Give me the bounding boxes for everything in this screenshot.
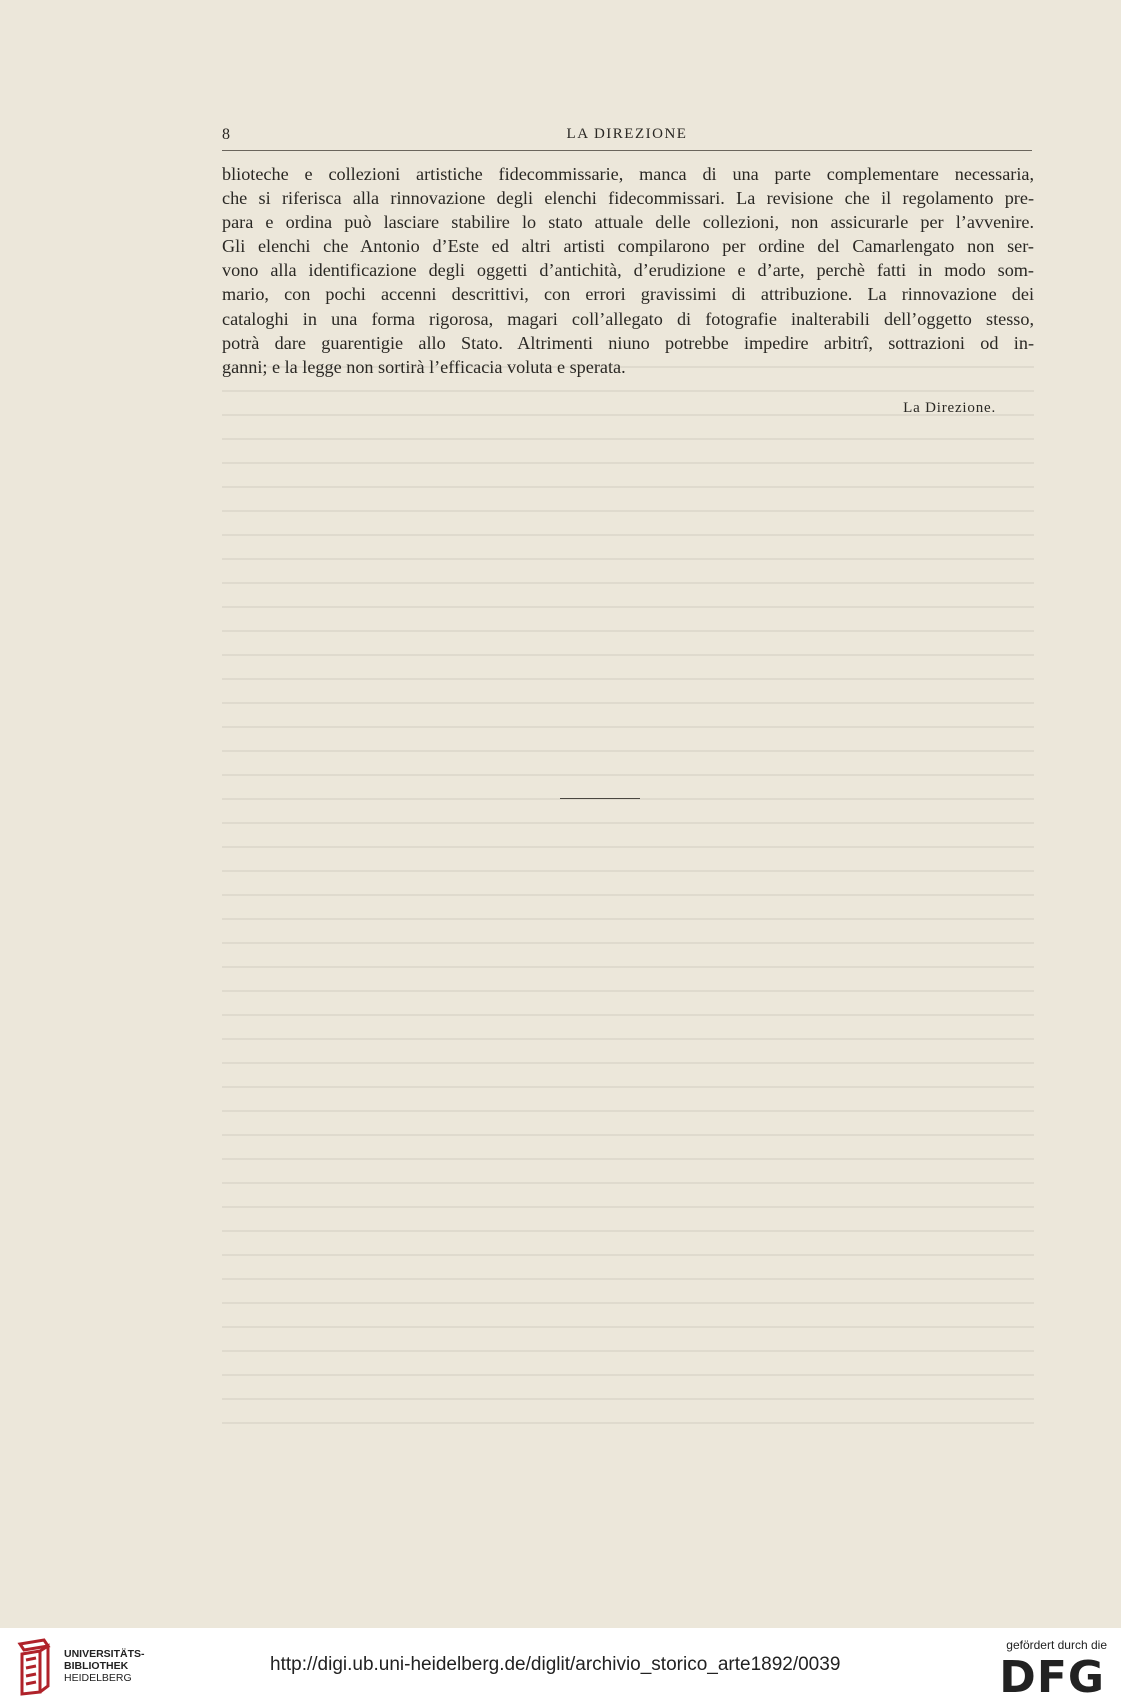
library-name-line: UNIVERSITÄTS- (64, 1648, 145, 1660)
library-name-line: HEIDELBERG (64, 1672, 132, 1684)
library-name-line: BIBLIOTHEK (64, 1660, 129, 1672)
text-line: mario, con pochi accenni descrittivi, con errori gravissimi di attribuzione. La rinnovazione dei (222, 284, 1034, 305)
section-divider (560, 798, 640, 799)
text-line: para e ordina può lasciare stabilire lo stato attuale delle collezioni, non assicurarle per l’avvenire. (222, 212, 1034, 233)
text-line: Gli elenchi che Antonio d’Este ed altri artisti compilarono per ordine del Camarlengato non ser- (222, 236, 1034, 257)
dfg-logo: DFG (999, 1652, 1105, 1703)
text-line: che si riferisca alla rinnovazione degli elenchi fidecommissari. La revisione che il regolamento pre- (222, 188, 1034, 209)
running-head: LA DIREZIONE (566, 126, 688, 142)
text-line: cataloghi in una forma rigorosa, magari coll’allegato di fotografie inalterabili dell’oggetto stesso, (222, 308, 1034, 329)
text-line: blioteche e collezioni artistiche fidecommissarie, manca di una parte complementare necessaria, (222, 164, 1034, 184)
text-line: potrà dare guarentigie allo Stato. Altrimenti niuno potrebbe impedire arbitrî, sottrazioni od in- (222, 332, 1034, 353)
text-line: ganni; e la legge non sortirà l’efficacia voluta e sperata. (222, 356, 626, 377)
page-number: 8 (222, 126, 230, 143)
show-through-texture (222, 352, 1034, 1432)
signature: La Direzione. (903, 400, 996, 416)
page-header (222, 126, 1032, 151)
permalink-url[interactable]: http://digi.ub.uni-heidelberg.de/diglit/archivio_storico_arte1892/0039 (270, 1654, 841, 1675)
body-paragraph (222, 162, 1034, 379)
text-line: vono alla identificazione degli oggetti d’antichità, d’erudizione e d’arte, perchè fatti in modo som- (222, 260, 1034, 281)
footer-bar (0, 1628, 1121, 1708)
university-library-logo-icon (14, 1636, 56, 1698)
library-name (64, 1648, 145, 1684)
funding-caption: gefördert durch die (1006, 1638, 1107, 1652)
